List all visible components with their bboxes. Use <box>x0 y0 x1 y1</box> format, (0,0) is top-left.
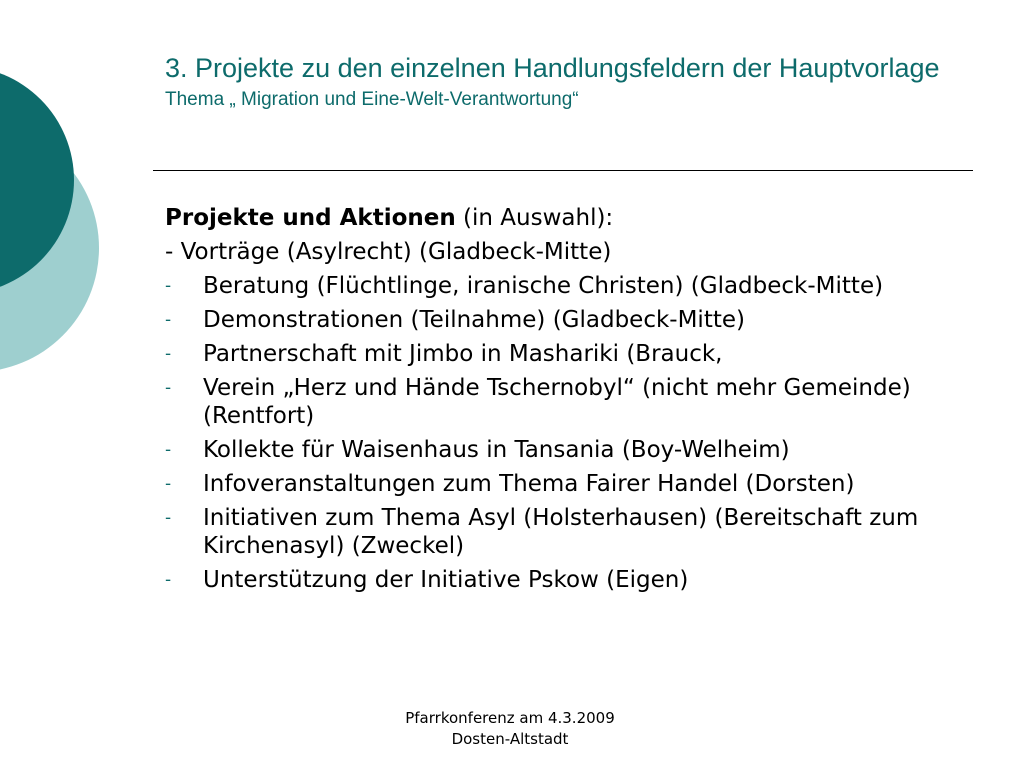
list-item <box>165 470 965 498</box>
list-item-text: Demonstrationen (Teilnahme) (Gladbeck-Mitte) <box>203 307 745 333</box>
title-divider <box>153 170 973 171</box>
list-item-text: Partnerschaft mit Jimbo in Mashariki (Brauck, <box>203 341 723 367</box>
list-item <box>165 306 965 334</box>
dash-bullet: - <box>165 474 172 494</box>
dash-bullet: - <box>165 508 172 528</box>
intro-bold: Projekte und Aktionen <box>165 205 456 231</box>
list-item <box>165 566 965 594</box>
slide-content <box>165 204 965 600</box>
intro-line <box>165 204 965 232</box>
intro-rest: (in Auswahl): <box>455 205 614 231</box>
list-item-text: Kollekte für Waisenhaus in Tansania (Boy-Welheim) <box>203 437 790 463</box>
list-item <box>165 504 965 560</box>
slide-subtitle: Thema „ Migration und Eine-Welt-Verantwortung“ <box>165 89 579 110</box>
list-item-text: Unterstützung der Initiative Pskow (Eigen) <box>203 567 689 593</box>
project-list <box>165 272 965 594</box>
first-item-line: - Vorträge (Asylrecht) (Gladbeck-Mitte) <box>165 239 612 265</box>
dash-bullet: - <box>165 440 172 460</box>
dash-bullet: - <box>165 378 172 398</box>
list-item <box>165 340 965 368</box>
list-item-text: Verein „Herz und Hände Tschernobyl“ (nicht mehr Gemeinde) (Rentfort) <box>203 375 911 429</box>
list-item-text: Infoveranstaltungen zum Thema Fairer Handel (Dorsten) <box>203 471 855 497</box>
title-block <box>165 50 965 112</box>
dash-bullet: - <box>165 570 172 590</box>
slide-footer <box>340 708 680 750</box>
list-item-text: Beratung (Flüchtlinge, iranische Christen) (Gladbeck-Mitte) <box>203 273 884 299</box>
dash-bullet: - <box>165 344 172 364</box>
footer-line-1: Pfarrkonferenz am 4.3.2009 <box>405 709 615 727</box>
list-item-text: Initiativen zum Thema Asyl (Holsterhausen) (Bereitschaft zum Kirchenasyl) (Zweckel) <box>203 505 919 559</box>
list-item <box>165 272 965 300</box>
list-item <box>165 436 965 464</box>
dash-bullet: - <box>165 276 172 296</box>
dash-bullet: - <box>165 310 172 330</box>
decorative-circles <box>0 0 110 420</box>
footer-line-2: Dosten-Altstadt <box>451 730 569 748</box>
list-item <box>165 374 965 430</box>
slide-title: 3. Projekte zu den einzelnen Handlungsfeldern der Hauptvorlage <box>165 53 940 83</box>
